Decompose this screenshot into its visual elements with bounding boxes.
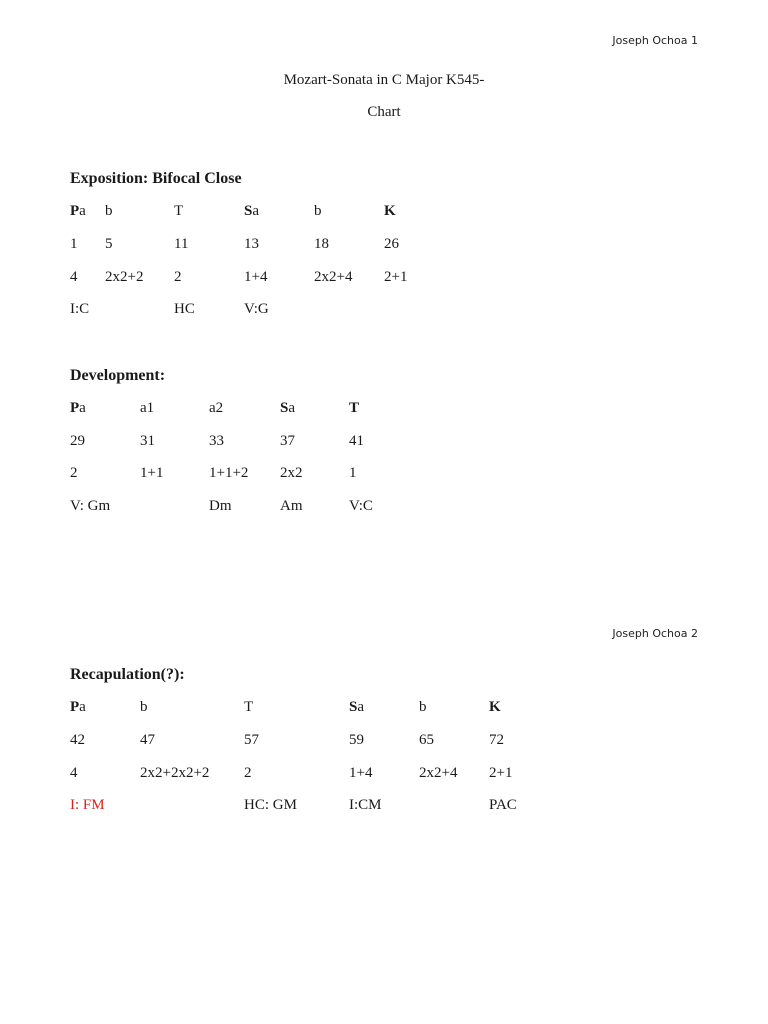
key-cell-highlighted: I: FM — [70, 797, 105, 813]
label-cell: b — [314, 203, 322, 219]
measure-cell: 1 — [70, 236, 78, 252]
key-cell: HC: GM — [244, 797, 297, 813]
label-cell: b — [419, 699, 427, 715]
key-cell: V:C — [349, 498, 373, 514]
phrase-cell: 2 — [174, 269, 182, 285]
recap-key-row — [0, 797, 768, 817]
key-cell: I:CM — [349, 797, 382, 813]
phrase-cell: 2+1 — [384, 269, 408, 285]
phrase-cell: 1+4 — [244, 269, 268, 285]
measure-cell: 42 — [70, 732, 85, 748]
label-cell: Sa — [349, 699, 365, 715]
measure-cell: 13 — [244, 236, 259, 252]
phrase-cell: 2 — [70, 465, 78, 481]
phrase-cell: 2+1 — [489, 765, 513, 781]
key-cell: PAC — [489, 797, 517, 813]
measure-cell: 57 — [244, 732, 259, 748]
label-cell: Sa — [244, 203, 260, 219]
phrase-cell: 2x2+2x2+2 — [140, 765, 210, 781]
label-cell: a1 — [140, 400, 155, 416]
key-cell: I:C — [70, 301, 90, 317]
label-cell: b — [105, 203, 113, 219]
phrase-cell: 2x2+2 — [105, 269, 144, 285]
phrase-cell: 2 — [244, 765, 252, 781]
measure-cell: 11 — [174, 236, 189, 252]
key-cell: HC — [174, 301, 195, 317]
exposition-key-row — [0, 301, 768, 321]
phrase-cell: 1+4 — [349, 765, 373, 781]
development-measure-row — [0, 433, 768, 453]
label-cell: b — [140, 699, 148, 715]
key-cell: V:G — [244, 301, 269, 317]
measure-cell: 33 — [209, 433, 224, 449]
recap-label-row — [0, 699, 768, 719]
measure-cell: 18 — [314, 236, 329, 252]
key-cell: Dm — [209, 498, 232, 514]
development-phrase-row — [0, 465, 768, 485]
development-label-row — [0, 400, 768, 420]
measure-cell: 72 — [489, 732, 504, 748]
measure-cell: 37 — [280, 433, 295, 449]
label-cell: Sa — [280, 400, 296, 416]
phrase-cell: 2x2+4 — [419, 765, 458, 781]
label-cell: Pa — [70, 203, 86, 219]
page-header: Joseph Ochoa 2 — [612, 627, 698, 640]
exposition-measure-row — [0, 236, 768, 256]
phrase-cell: 2x2+4 — [314, 269, 353, 285]
measure-cell: 26 — [384, 236, 399, 252]
label-cell: T — [174, 203, 184, 219]
measure-cell: 59 — [349, 732, 364, 748]
development-key-row — [0, 498, 768, 518]
phrase-cell: 2x2 — [280, 465, 303, 481]
label-cell: Pa — [70, 699, 86, 715]
phrase-cell: 1+1+2 — [209, 465, 249, 481]
label-cell: T — [244, 699, 254, 715]
exposition-phrase-row — [0, 269, 768, 289]
phrase-cell: 4 — [70, 269, 78, 285]
page-header: Joseph Ochoa 1 — [612, 34, 698, 47]
document-title: Mozart-Sonata in C Major K545- — [283, 72, 485, 88]
phrase-cell: 1 — [349, 465, 357, 481]
label-cell: T — [349, 400, 360, 416]
phrase-cell: 1+1 — [140, 465, 164, 481]
key-cell: V: Gm — [70, 498, 111, 514]
measure-cell: 65 — [419, 732, 434, 748]
phrase-cell: 4 — [70, 765, 78, 781]
label-cell: Pa — [70, 400, 86, 416]
section-heading-recapitulation: Recapulation(?): — [70, 666, 185, 683]
label-cell: K — [384, 203, 396, 219]
section-heading-development: Development: — [70, 367, 166, 384]
measure-cell: 31 — [140, 433, 155, 449]
document-subtitle: Chart — [367, 104, 401, 120]
label-cell: a2 — [209, 400, 224, 416]
measure-cell: 41 — [349, 433, 364, 449]
measure-cell: 29 — [70, 433, 85, 449]
measure-cell: 5 — [105, 236, 113, 252]
recap-phrase-row — [0, 765, 768, 785]
exposition-label-row — [0, 203, 768, 223]
label-cell: K — [489, 699, 501, 715]
key-cell: Am — [280, 498, 303, 514]
section-heading-exposition: Exposition: Bifocal Close — [70, 170, 242, 187]
measure-cell: 47 — [140, 732, 155, 748]
recap-measure-row — [0, 732, 768, 752]
